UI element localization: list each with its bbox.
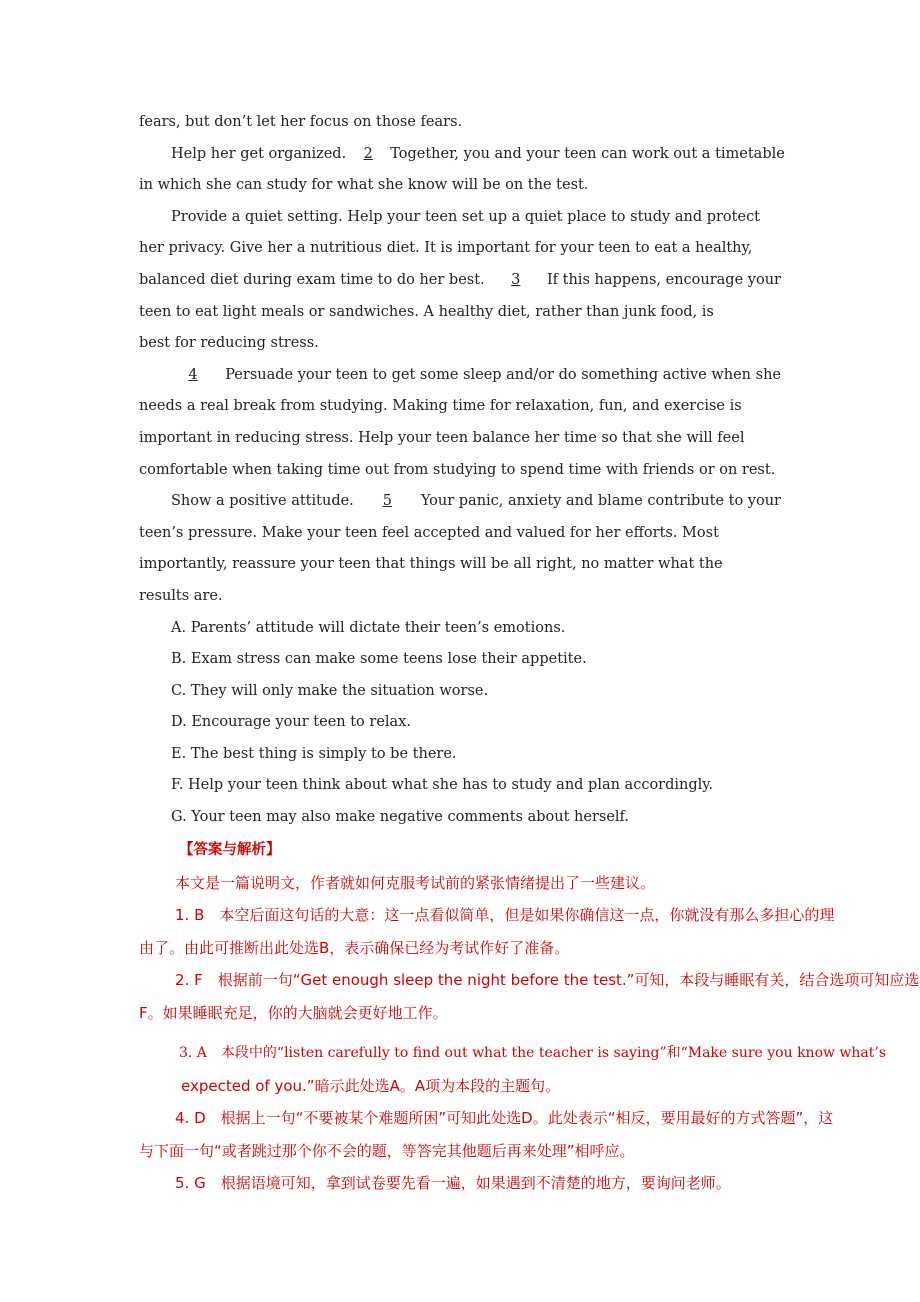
answer-item-2-cont: F。如果睡眠充足，你的大脑就会更好地工作。	[139, 1003, 448, 1022]
blank-2: 2	[363, 145, 373, 162]
option-a: A. Parents’ attitude will dictate their teen’s emotions.	[171, 619, 566, 636]
passage-line: balanced diet during exam time to do her best. 3 If this happens, encourage your	[139, 265, 781, 297]
answer-section	[139, 834, 920, 1200]
passage-line: importantly, reassure your teen that things will be all right, no matter what the	[139, 556, 723, 573]
blank-4: 4	[188, 366, 198, 383]
option-d: D. Encourage your teen to relax.	[171, 714, 411, 731]
answer-item-1-cont: 由了。由此可推断出此处选B，表示确保已经为考试作好了准备。	[139, 938, 570, 957]
answer-item-1: 1. B 本空后面这句话的大意：这一点看似简单，但是如果你确信这一点，你就没有那么多担心的理	[175, 906, 835, 924]
blank-3: 3	[511, 271, 521, 288]
answer-item-2: 2. F 根据前一句“Get enough sleep the night before the test.”可知，本段与睡眠有关，结合选项可知应选	[175, 971, 920, 989]
option-c: C. They will only make the situation worse.	[171, 682, 489, 699]
passage-line: needs a real break from studying. Making time for relaxation, fun, and exercise is	[139, 398, 742, 415]
passage-line: results are.	[139, 587, 223, 604]
passage-line: in which she can study for what she know will be on the test.	[139, 177, 589, 194]
passage-line: Provide a quiet setting. Help your teen set up a quiet place to study and protect	[171, 208, 761, 225]
passage-line: comfortable when taking time out from studying to spend time with friends or on rest.	[139, 461, 776, 478]
passage-line: her privacy. Give her a nutritious diet. It is important for your teen to eat a healthy,	[139, 240, 753, 257]
passage-line: 4 Persuade your teen to get some sleep and/or do something active when she	[139, 360, 781, 392]
option-b: B. Exam stress can make some teens lose their appetite.	[171, 651, 587, 668]
blank-5: 5	[382, 493, 392, 510]
option-g: G. Your teen may also make negative comments about herself.	[171, 809, 630, 826]
answer-item-3-cont: expected of you.”暗示此处选A。A项为本段的主题句。	[181, 1076, 561, 1095]
answer-item-3: 3. A 本段中的“listen carefully to find out what the teacher is saying”和“Make sure you know what’s	[179, 1045, 887, 1061]
passage-line: teen to eat light meals or sandwiches. A healthy diet, rather than junk food, is	[139, 303, 714, 320]
passage-line: best for reducing stress.	[139, 335, 319, 352]
answer-item-5: 5. G 根据语境可知，拿到试卷要先看一遍，如果遇到不清楚的地方，要询问老师。	[175, 1174, 731, 1192]
passage-line: Show a positive attitude. 5 Your panic, anxiety and blame contribute to your	[139, 486, 781, 518]
passage-line: important in reducing stress. Help your teen balance her time so that she will feel	[139, 429, 745, 446]
passage	[139, 107, 785, 834]
option-e: E. The best thing is simply to be there.	[171, 745, 457, 762]
passage-line: Help her get organized. 2 Together, you and your teen can work out a timetable	[139, 139, 781, 171]
passage-line: fears, but don’t let her focus on those fears.	[139, 114, 463, 130]
option-f: F. Help your teen think about what she has to study and plan accordingly.	[171, 777, 714, 794]
answer-item-4-cont: 与下面一句“或者跳过那个你不会的题，等答完其他题后再来处理”相呼应。	[139, 1141, 635, 1160]
answer-summary: 本文是一篇说明文，作者就如何克服考试前的紧张情绪提出了一些建议。	[175, 873, 656, 892]
answer-heading: 【答案与解析】	[179, 842, 281, 858]
answer-item-4: 4. D 根据上一句“不要被某个难题所困”可知此处选D。此处表示“相反，要用最好的方式答题”，这	[175, 1109, 834, 1127]
passage-line: teen’s pressure. Make your teen feel accepted and valued for her efforts. Most	[139, 524, 719, 541]
